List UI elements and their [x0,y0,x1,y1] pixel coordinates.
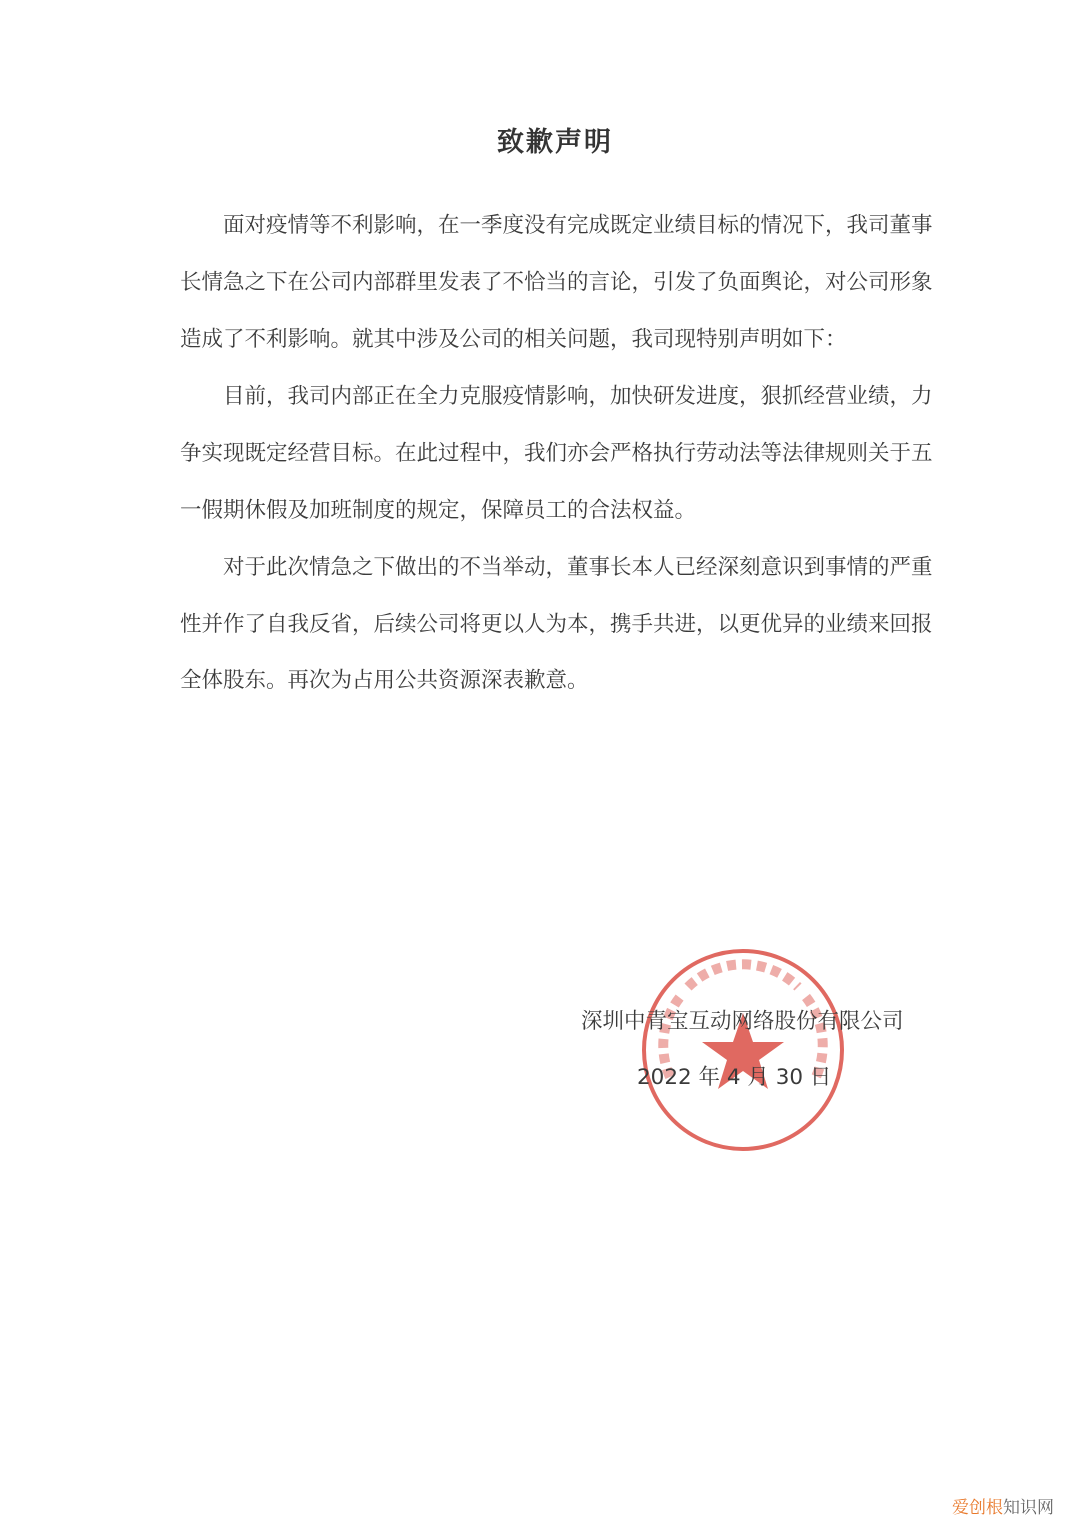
signature-company: 深圳中青宝互动网络股份有限公司 [581,1009,904,1034]
paragraph-2-line-2: 争实现既定经营目标。在此过程中，我们亦会严格执行劳动法等法律规则关于五 [180,441,933,466]
watermark [952,1497,1054,1519]
paragraph-1-line-2: 长情急之下在公司内部群里发表了不恰当的言论，引发了负面舆论，对公司形象 [180,270,933,295]
watermark-part2: 知识网 [1003,1498,1054,1518]
signature-date: 2022 年 4 月 30 日 [637,1065,832,1090]
document-title: 致歉声明 [497,127,613,158]
paragraph-2-line-3: 一假期休假及加班制度的规定，保障员工的合法权益。 [180,498,697,523]
paragraph-2-line-1: 目前，我司内部正在全力克服疫情影响，加快研发进度，狠抓经营业绩，力 [223,384,933,409]
paragraph-3-line-1: 对于此次情急之下做出的不当举动，董事长本人已经深刻意识到事情的严重 [223,555,933,580]
watermark-part1: 爱创根 [952,1498,1003,1518]
paragraph-3-line-3: 全体股东。再次为占用公共资源深表歉意。 [180,668,589,693]
paragraph-1-line-3: 造成了不利影响。就其中涉及公司的相关问题，我司现特别声明如下： [180,327,847,352]
paragraph-1-line-1: 面对疫情等不利影响，在一季度没有完成既定业绩目标的情况下，我司董事 [223,213,933,238]
paragraph-3-line-2: 性并作了自我反省，后续公司将更以人为本，携手共进，以更优异的业绩来回报 [180,612,933,637]
company-seal-stamp [640,947,846,1153]
seal-lettering-top [688,964,798,987]
